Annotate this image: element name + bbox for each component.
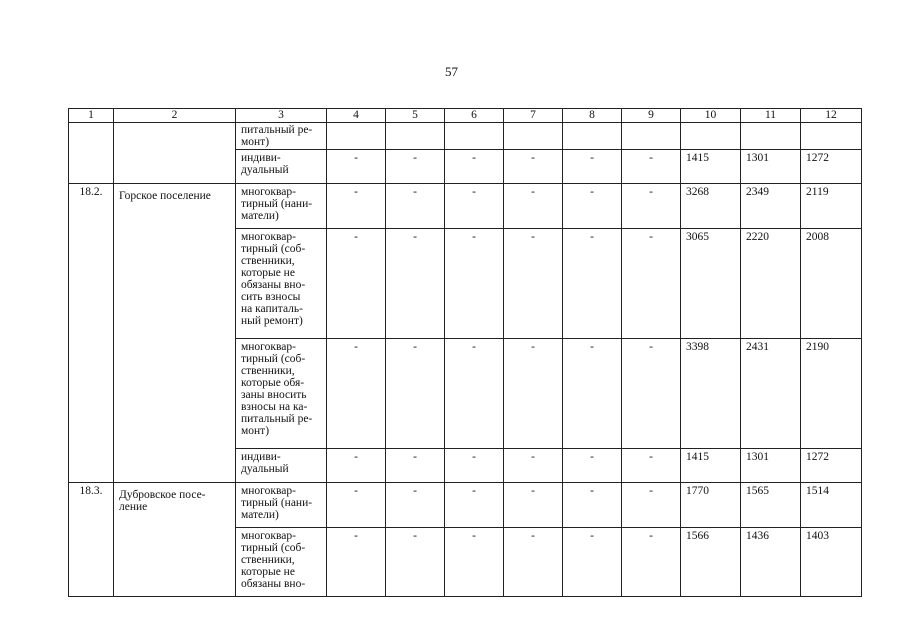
header-col-8: 8 bbox=[563, 109, 622, 123]
housing-type-cell: многоквар- тирный (нани- матели) bbox=[236, 184, 327, 229]
value-cell: - bbox=[504, 150, 563, 184]
value-cell: - bbox=[386, 229, 445, 339]
value-cell: - bbox=[622, 528, 681, 597]
value-cell: - bbox=[445, 449, 504, 483]
value-cell: - bbox=[622, 483, 681, 528]
value-cell: 1415 bbox=[681, 449, 741, 483]
settlement-name-cell: Горское поселение bbox=[114, 184, 236, 483]
header-col-6: 6 bbox=[445, 109, 504, 123]
table-row bbox=[69, 483, 862, 528]
value-cell: - bbox=[386, 483, 445, 528]
value-cell: - bbox=[386, 184, 445, 229]
value-cell: - bbox=[622, 449, 681, 483]
housing-type-cell: многоквар- тирный (соб- ственники, которые не обязаны вно- сить взносы на капиталь- ный ремонт) bbox=[236, 229, 327, 339]
value-cell: - bbox=[327, 184, 386, 229]
settlement-name-cell bbox=[114, 123, 236, 184]
header-col-7: 7 bbox=[504, 109, 563, 123]
value-cell: - bbox=[445, 229, 504, 339]
value-cell: - bbox=[563, 184, 622, 229]
value-cell: - bbox=[504, 184, 563, 229]
header-col-2: 2 bbox=[114, 109, 236, 123]
value-cell: - bbox=[563, 229, 622, 339]
value-cell: 3398 bbox=[681, 339, 741, 449]
value-cell: - bbox=[622, 229, 681, 339]
value-cell: 1565 bbox=[741, 483, 801, 528]
value-cell: - bbox=[386, 339, 445, 449]
value-cell: - bbox=[622, 150, 681, 184]
header-col-4: 4 bbox=[327, 109, 386, 123]
tariff-table bbox=[68, 108, 862, 597]
page-number: 57 bbox=[445, 64, 458, 79]
value-cell bbox=[681, 123, 741, 150]
value-cell: - bbox=[563, 150, 622, 184]
value-cell: - bbox=[504, 528, 563, 597]
value-cell: - bbox=[445, 528, 504, 597]
settlement-name-cell: Дубровское посе- ление bbox=[114, 483, 236, 597]
header-col-12: 12 bbox=[801, 109, 862, 123]
header-col-9: 9 bbox=[622, 109, 681, 123]
row-number-cell: 18.2. bbox=[69, 184, 114, 483]
value-cell: - bbox=[622, 339, 681, 449]
table-row bbox=[69, 123, 862, 150]
value-cell: 3065 bbox=[681, 229, 741, 339]
value-cell: 1770 bbox=[681, 483, 741, 528]
value-cell: - bbox=[504, 449, 563, 483]
housing-type-cell: индиви- дуальный bbox=[236, 150, 327, 184]
value-cell: - bbox=[563, 339, 622, 449]
housing-type-cell: многоквар- тирный (соб- ственники, которые не обязаны вно- bbox=[236, 528, 327, 597]
value-cell: - bbox=[504, 339, 563, 449]
value-cell: 2220 bbox=[741, 229, 801, 339]
value-cell: - bbox=[386, 449, 445, 483]
housing-type-cell: индиви- дуальный bbox=[236, 449, 327, 483]
value-cell bbox=[327, 123, 386, 150]
value-cell: 1301 bbox=[741, 449, 801, 483]
value-cell: 1272 bbox=[801, 449, 862, 483]
value-cell bbox=[563, 123, 622, 150]
header-row bbox=[69, 109, 862, 123]
value-cell: - bbox=[327, 339, 386, 449]
header-col-1: 1 bbox=[69, 109, 114, 123]
value-cell: 1272 bbox=[801, 150, 862, 184]
value-cell: 2008 bbox=[801, 229, 862, 339]
value-cell: - bbox=[445, 150, 504, 184]
value-cell: - bbox=[504, 229, 563, 339]
housing-type-cell: многоквар- тирный (соб- ственники, которые обя- заны вносить взносы на ка- питальный ре- монт) bbox=[236, 339, 327, 449]
value-cell bbox=[386, 123, 445, 150]
value-cell: - bbox=[563, 528, 622, 597]
header-col-5: 5 bbox=[386, 109, 445, 123]
value-cell: 1403 bbox=[801, 528, 862, 597]
header-col-3: 3 bbox=[236, 109, 327, 123]
value-cell bbox=[622, 123, 681, 150]
value-cell: - bbox=[327, 483, 386, 528]
row-number-cell: 18.3. bbox=[69, 483, 114, 597]
value-cell: 1566 bbox=[681, 528, 741, 597]
value-cell: - bbox=[445, 483, 504, 528]
value-cell: - bbox=[504, 483, 563, 528]
value-cell: - bbox=[622, 184, 681, 229]
value-cell: - bbox=[445, 184, 504, 229]
value-cell bbox=[741, 123, 801, 150]
value-cell: - bbox=[327, 449, 386, 483]
header-col-10: 10 bbox=[681, 109, 741, 123]
value-cell: 2119 bbox=[801, 184, 862, 229]
value-cell: 3268 bbox=[681, 184, 741, 229]
value-cell: - bbox=[563, 483, 622, 528]
value-cell: - bbox=[327, 229, 386, 339]
value-cell: 1301 bbox=[741, 150, 801, 184]
value-cell: 2349 bbox=[741, 184, 801, 229]
value-cell: 1514 bbox=[801, 483, 862, 528]
value-cell: 2190 bbox=[801, 339, 862, 449]
value-cell bbox=[445, 123, 504, 150]
value-cell bbox=[801, 123, 862, 150]
value-cell: - bbox=[386, 528, 445, 597]
value-cell: - bbox=[386, 150, 445, 184]
value-cell: - bbox=[327, 150, 386, 184]
value-cell: 2431 bbox=[741, 339, 801, 449]
housing-type-cell: питальный ре- монт) bbox=[236, 123, 327, 150]
value-cell: 1415 bbox=[681, 150, 741, 184]
row-number-cell bbox=[69, 123, 114, 184]
header-col-11: 11 bbox=[741, 109, 801, 123]
value-cell: - bbox=[445, 339, 504, 449]
value-cell bbox=[504, 123, 563, 150]
table-row bbox=[69, 184, 862, 229]
housing-type-cell: многоквар- тирный (нани- матели) bbox=[236, 483, 327, 528]
value-cell: - bbox=[327, 528, 386, 597]
value-cell: - bbox=[563, 449, 622, 483]
value-cell: 1436 bbox=[741, 528, 801, 597]
